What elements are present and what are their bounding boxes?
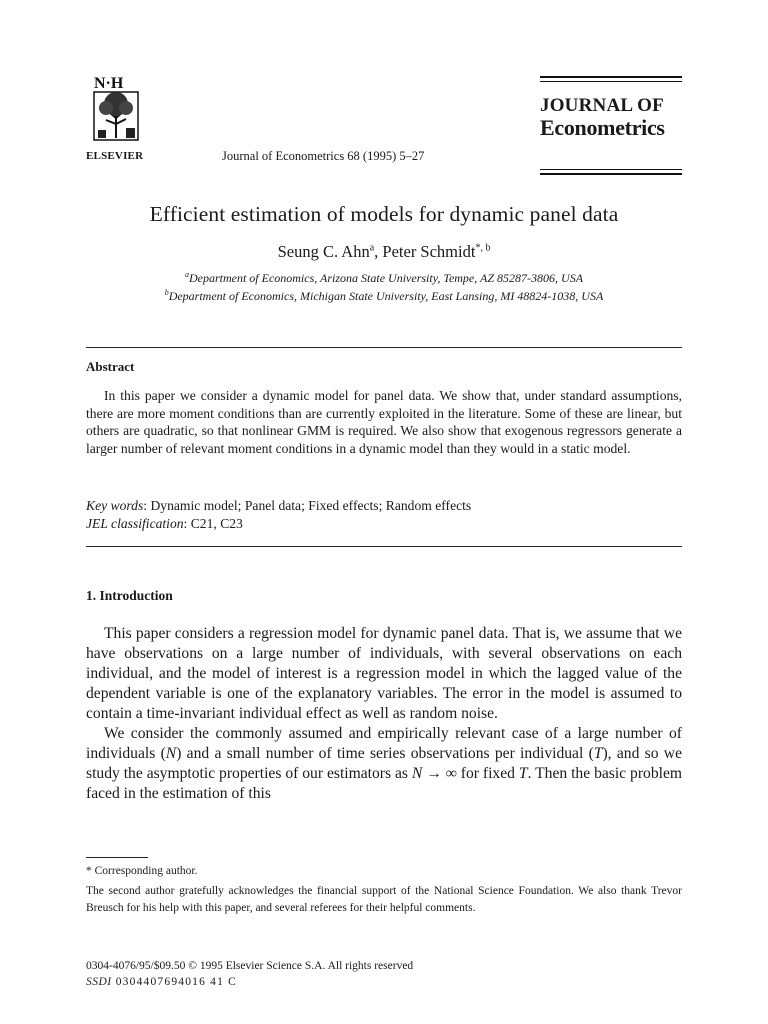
abstract-body [86,387,682,457]
copyright-line: 0304-4076/95/$09.50 © 1995 Elsevier Science S.A. All rights reserved [86,960,414,972]
publisher-name: ELSEVIER [86,150,144,162]
ssdi-line [86,976,237,988]
article-title: Efficient estimation of models for dynamic panel data [149,202,619,226]
section-heading: 1. Introduction [86,588,173,603]
journal-citation: Journal of Econometrics 68 (1995) 5–27 [222,149,425,163]
affiliation-mark: a [184,270,189,279]
jel-line: JEL classification: C21, C23 [86,515,243,531]
keywords-block [86,497,471,532]
brand-rule-top-thin [540,81,682,82]
abstract-heading: Abstract [86,359,135,374]
jel-label: JEL classification [86,515,184,531]
author-affiliation-mark: a [369,242,375,254]
abstract-rule-bottom [86,546,682,547]
abstract-rule-top [86,347,682,348]
keywords-value: Dynamic model; Panel data; Fixed effects; Random effects [150,498,472,513]
body-paragraph [86,724,682,804]
brand-rule-bottom-thin [540,169,682,170]
text-run: ) and a small number of time series observations per individual ( [176,745,594,762]
body-paragraph: This paper considers a regression model for dynamic panel data. That is, we assume that we have observations on a large number of individuals, with several observations on each individual, and the model of interest is a regression model in which the lagged value of the dependent variable is one of the explanatory variables. The error in the model is assumed to contain a time-invariant individual effect as well as random noise. [86,625,682,722]
math-symbol: T [518,765,528,782]
abstract-paragraph: In this paper we consider a dynamic model for panel data. We show that, under standard assumptions, there are more moment conditions than are currently exploited in the literature. Some of these are linear, but others are quadratic, so that nonlinear GMM is required. We also show that exogenous regressors generate a larger number of relevant moment conditions in a dynamic model than they would in a static model. [86,388,682,456]
text-run: for fixed [456,765,519,782]
text-run: ), and so we study the asymptotic properties of our estimators as [86,745,682,782]
keywords-line: Key words: Dynamic model; Panel data; Fixed effects; Random effects [86,498,472,513]
affiliation [0,288,768,304]
journal-name-line1: JOURNAL OF [540,95,664,116]
author-affiliation-mark: *, b [475,242,491,254]
journal-brand [540,76,682,175]
keywords-label: Key words [86,498,144,513]
affiliation-mark: b [164,288,169,297]
affiliation-text: Department of Economics, Arizona State University, Tempe, AZ 85287-3806, USA [188,271,584,285]
brand-rule-top [540,76,682,78]
affiliation-text: Department of Economics, Michigan State University, East Lansing, MI 48824-1038, USA [168,289,604,303]
footnote-acknowledgement: The second author gratefully acknowledges the financial support of the National Science Foundation. We also thank Trevor Breusch for his help with this paper, and several referees for their helpful comments. [86,885,682,914]
logo-mark: N·H [94,75,124,92]
journal-name-line2: Econometrics [540,115,665,140]
math-expression: N → ∞ [411,765,457,782]
introduction-body [86,624,682,804]
affiliation [0,270,768,286]
author-name: Seung C. Ahn [277,242,370,261]
footnote-corresponding: * Corresponding author. [86,865,198,877]
elsevier-tree-icon [82,74,152,146]
ssdi-label: SSDI [86,976,112,988]
ssdi-value: 0304407694016 41 C [111,976,237,988]
jel-value: C21, C23 [190,515,243,531]
footnote-rule [86,857,148,858]
brand-rule-bottom [540,173,682,175]
text-run: . Then the basic problem faced in the estimation of this [86,765,683,802]
author-name: Peter Schmidt [382,242,476,261]
elsevier-logo [82,74,152,146]
author-list [0,242,768,262]
math-symbol: N [165,745,177,762]
math-symbol: T [593,745,603,762]
author-separator: , [374,242,383,261]
text-run: We consider the commonly assumed and empirically relevant case of a large number of individuals ( [86,725,682,762]
